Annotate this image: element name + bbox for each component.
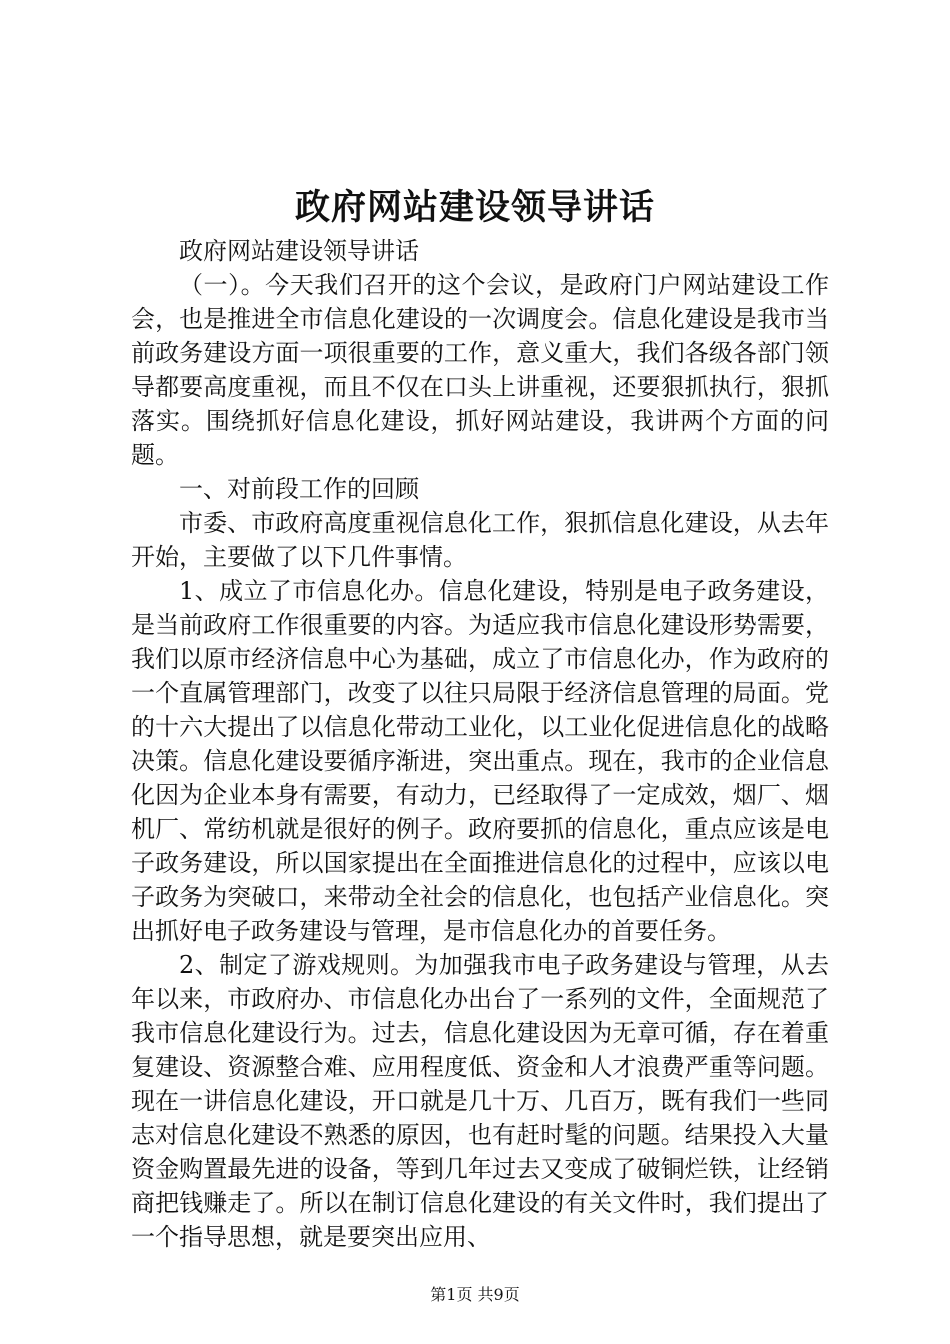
page-number-footer: 第1页 共9页 [430, 1285, 520, 1304]
paragraph-overview: 市委、市政府高度重视信息化工作，狠抓信息化建设，从去年开始，主要做了以下几件事情。 [131, 509, 829, 571]
paragraph-section-heading: 一、对前段工作的回顾 [179, 475, 419, 503]
paragraph-intro: （一）。今天我们召开的这个会议，是政府门户网站建设工作会，也是推进全市信息化建设的一次调度会。信息化建设是我市当前政务建设方面一项很重要的工作，意义重大，我们各级各部门领导都要高度重视，而且不仅在口头上讲重视，还要狠抓执行，狠抓落实。围绕抓好信息化建设，抓好网站建设，我讲两个方面的问题。 [131, 271, 829, 469]
paragraph-subtitle: 政府网站建设领导讲话 [179, 237, 419, 265]
paragraph-item-1: 1、成立了市信息化办。信息化建设，特别是电子政务建设，是当前政府工作很重要的内容。为适应我市信息化建设形势需要，我们以原市经济信息中心为基础，成立了市信息化办，作为政府的一个直属管理部门，改变了以往只局限于经济信息管理的局面。党的十六大提出了以信息化带动工业化，以工业化促进信息化的战略决策。信息化建设要循序渐进，突出重点。现在，我市的企业信息化因为企业本身有需要，有动力，已经取得了一定成效，烟厂、烟机厂、常纺机就是很好的例子。政府要抓的信息化，重点应该是电子政务建设，所以国家提出在全面推进信息化的过程中，应该以电子政务为突破口，来带动全社会的信息化，也包括产业信息化。突出抓好电子政务建设与管理，是市信息化办的首要任务。 [131, 577, 829, 945]
document-body [131, 234, 829, 1254]
paragraph-item-2: 2、制定了游戏规则。为加强我市电子政务建设与管理，从去年以来，市政府办、市信息化办出台了一系列的文件，全面规范了我市信息化建设行为。过去，信息化建设因为无章可循，存在着重复建设、资源整合难、应用程度低、资金和人才浪费严重等问题。现在一讲信息化建设，开口就是几十万、几百万，既有我们一些同志对信息化建设不熟悉的原因，也有赶时髦的问题。结果投入大量资金购置最先进的设备，等到几年过去又变成了破铜烂铁，让经销商把钱赚走了。所以在制订信息化建设的有关文件时，我们提出了一个指导思想，就是要突出应用、 [131, 951, 829, 1251]
document-title: 政府网站建设领导讲话 [294, 187, 655, 228]
